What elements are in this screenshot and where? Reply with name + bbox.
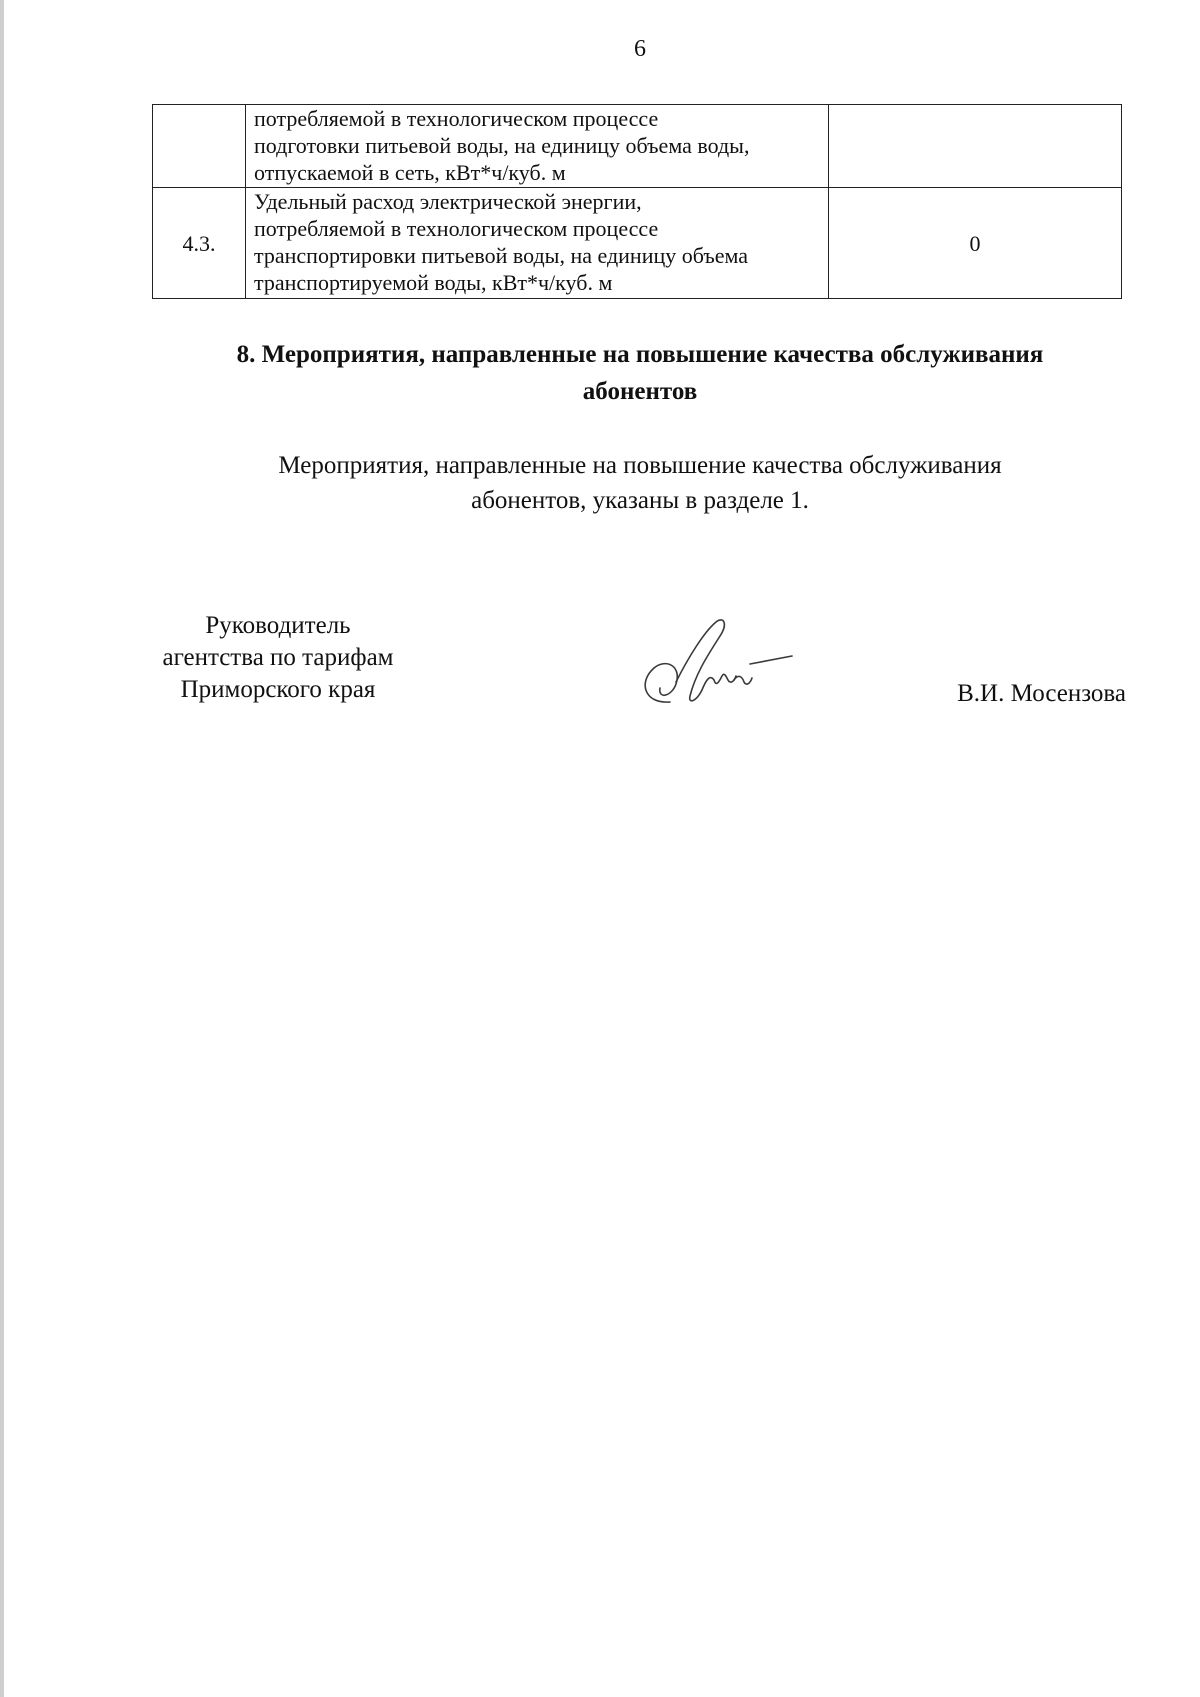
signer-position-line: агентства по тарифам	[162, 644, 394, 671]
section-body-line: абонентов, указаны в разделе 1.	[471, 487, 809, 514]
table-row	[153, 105, 1122, 188]
row-number-cell	[153, 105, 246, 188]
row-description-cell	[246, 188, 829, 299]
row-description-cell	[246, 105, 829, 188]
section-title-line: 8. Мероприятия, направленные на повышение качества обслуживания	[236, 341, 1044, 368]
description-line: подготовки питьевой воды, на единицу объема воды,	[254, 133, 750, 158]
page-number: 6	[634, 36, 646, 62]
scan-edge	[0, 0, 4, 1697]
description-line: Удельный расход электрической энергии,	[254, 189, 642, 214]
indicators-table	[152, 104, 1122, 299]
description-line: транспортируемой воды, кВт*ч/куб. м	[254, 270, 613, 295]
section-body	[150, 448, 1130, 518]
description-line: отпускаемой в сеть, кВт*ч/куб. м	[254, 160, 566, 185]
section-body-line: Мероприятия, направленные на повышение качества обслуживания	[278, 452, 1002, 479]
signer-name: В.И. Мосензова	[957, 680, 1126, 707]
table-row	[153, 188, 1122, 299]
description-line: транспортировки питьевой воды, на единицу объема	[254, 243, 749, 268]
description-line: потребляемой в технологическом процессе	[254, 216, 659, 241]
signer-position-line: Руководитель	[205, 612, 351, 639]
row-value-cell: 0	[829, 188, 1122, 299]
row-number-cell: 4.3.	[153, 188, 246, 299]
row-value-cell	[829, 105, 1122, 188]
description-line: потребляемой в технологическом процессе	[254, 106, 659, 131]
section-title	[150, 336, 1130, 410]
handwritten-signature	[630, 610, 800, 710]
signer-position	[128, 610, 428, 706]
section-title-line: абонентов	[582, 378, 698, 405]
signer-position-line: Приморского края	[180, 676, 376, 703]
